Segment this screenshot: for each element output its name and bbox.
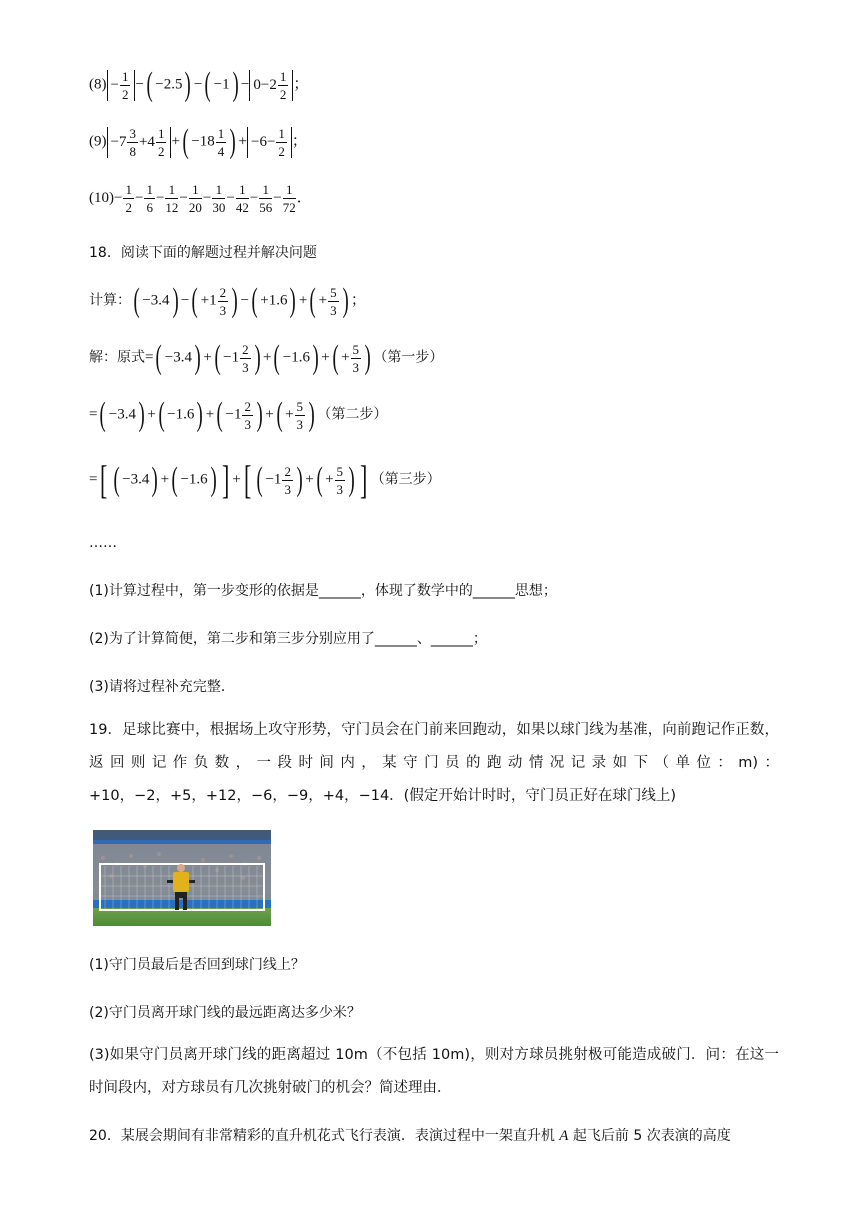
problem-19-question-2: (2)守门员离开球门线的最远距离达多少米？: [89, 1005, 361, 1021]
solution-label: 解：原式: [89, 349, 145, 366]
step-tag: （第三步）: [370, 471, 441, 488]
solution-step-1: 解：原式=( −3.4) +( −1 $\frac{2}{3}$ ) +( −1.6) +( + $\frac{5}{3}$ ) （第一步）: [89, 339, 444, 376]
problem-17-item-9: (9) −7 $\frac{3}{8}$ +4 $\frac{1}{2}$ +( −18 $\frac{1}{4}$ ) + −6− $\frac{1}{2}$ ；: [89, 123, 307, 160]
abs-value: −7 $\frac{3}{8}$ +4 $\frac{1}{2}$: [107, 127, 172, 158]
problem-18-question-3: (3)请将过程补充完整．: [89, 679, 235, 695]
item-label: (8): [89, 76, 107, 93]
item-label: (10): [89, 189, 114, 206]
problem-19-question-1: (1)守门员最后是否回到球门线上？: [89, 957, 305, 973]
solution-step-2: =( −3.4) +( −1.6) +( −1 $\frac{2}{3}$ ) +( + $\frac{5}{3}$ ) （第二步）: [89, 396, 388, 433]
step-tag: （第二步）: [317, 406, 388, 423]
problem-17-item-8: (8) − $\frac{1}{2}$ −( −2.5) −( −1) − 0−2 $\frac{1}{2}$ ；: [89, 66, 309, 103]
problem-19-text: 19．足球比赛中，根据场上攻守形势，守门员会在门前来回跑动，如果以球门线为基准，向前跑记作正数，返回则记作负数，一段时间内，某守门员的跑动情况记录如下（单位：m)：+10，−2，+5，+12，−6，−9，+4，−14．(假定开始计时时，守门员正好在球门线上): [89, 722, 779, 804]
problem-18-question-1: (1)计算过程中，第一步变形的依据是______，体现了数学中的______思想；: [89, 583, 557, 599]
abs-value: − $\frac{1}{2}$: [107, 70, 136, 101]
problem-18-question-2: (2)为了计算简便，第二步和第三步分别应用了______、______；: [89, 631, 487, 647]
calc-label: 计算：: [89, 292, 131, 309]
problem-18-heading: 18．阅读下面的解题过程并解决问题: [89, 245, 317, 261]
variable-a: A: [559, 1128, 569, 1144]
problem-17-item-10: (10)− $\frac{1}{2}$ − $\frac{1}{6}$ − $\frac{1}{12}$ − $\frac{1}{20}$ − $\frac{1}{30}$ − $\frac{1}{42}$ − $\frac{1}{56}$ − $\frac{1}{72}$ ．: [89, 182, 312, 215]
abs-value: 0−2 $\frac{1}{2}$: [249, 70, 293, 101]
abs-value: −6− $\frac{1}{2}$: [247, 127, 292, 158]
solution-step-3: =[ ( −3.4) +( −1.6) ] +[ ( −1 $\frac{2}{3}$ ) +( + $\frac{5}{3}$ ) ] （第三步）: [89, 457, 441, 502]
item-label: (9): [89, 133, 107, 150]
ellipsis: ……: [89, 535, 117, 551]
problem-20-text-a: 20．某展会期间有非常精彩的直升机花式飞行表演．表演过程中一架直升机: [89, 1128, 560, 1144]
goalkeeper-photo: [93, 830, 271, 926]
step-tag: （第一步）: [373, 349, 444, 366]
problem-20-text: [89, 1129, 731, 1144]
problem-19-question-3: (3)如果守门员离开球门线的距离超过 10m（不包括 10m)，则对方球员挑射极可能造成破门．问：在这一时间段内，对方球员有几次挑射破门的机会？简述理由．: [89, 1047, 779, 1096]
problem-18-expression: 计算：( −3.4) −( +1 $\frac{2}{3}$ ) −( +1.6) +( + $\frac{5}{3}$ ) ；: [89, 282, 366, 319]
problem-20-text-b: 起飞后前 5 次表演的高度: [568, 1128, 731, 1144]
